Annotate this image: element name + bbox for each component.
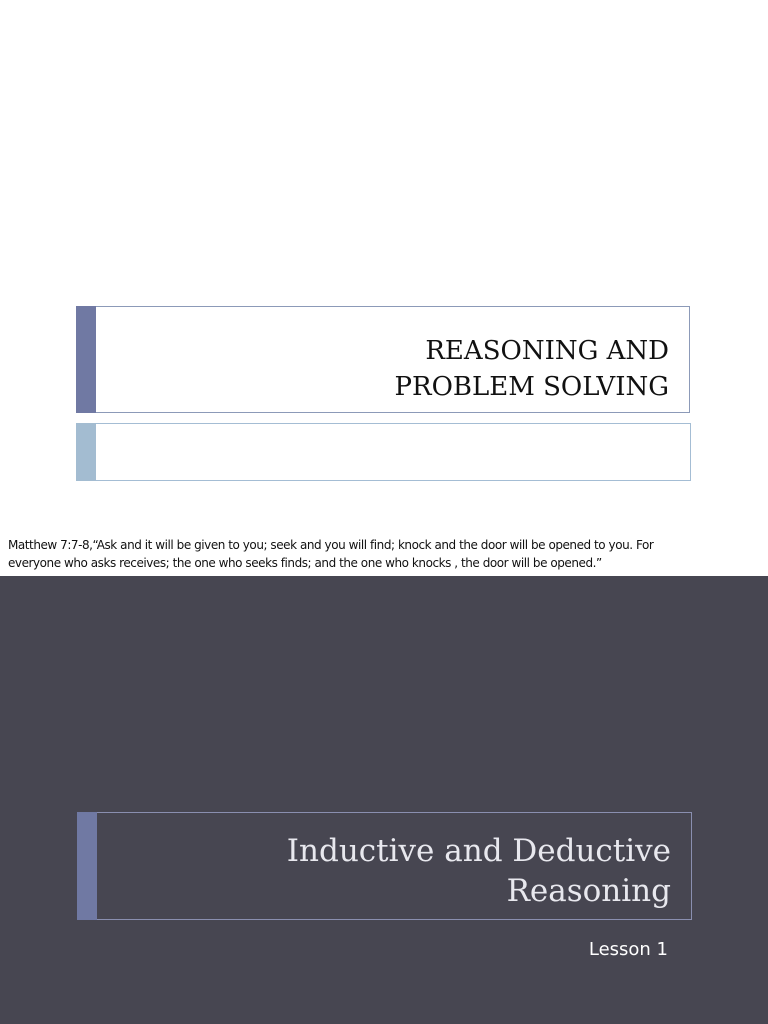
slide-title — [109, 333, 669, 405]
title-box — [76, 306, 690, 413]
slide-title-line-1: Inductive and Deductive — [286, 833, 671, 869]
subtitle-box — [76, 423, 691, 481]
slide-inductive-deductive — [0, 576, 768, 1024]
slide-title-line-2: Reasoning — [506, 873, 671, 909]
slide-title — [111, 831, 671, 911]
slide-title-line-1: REASONING AND — [425, 336, 669, 366]
bible-verse-line-2: everyone who asks receives; the one who seeks finds; and the one who knocks , the door will be opened.” — [8, 556, 602, 570]
title-accent-bar — [77, 812, 97, 920]
slide-title-line-2: PROBLEM SOLVING — [394, 372, 669, 402]
title-accent-bar — [76, 306, 96, 413]
bible-verse-line-1: Matthew 7:7-8,“Ask and it will be given to you; seek and you will find; knock and the door will be opened to you. For — [8, 538, 654, 552]
bible-verse — [8, 536, 764, 572]
subtitle-accent-bar — [76, 423, 96, 481]
title-box — [77, 812, 692, 920]
lesson-label: Lesson 1 — [588, 939, 668, 960]
